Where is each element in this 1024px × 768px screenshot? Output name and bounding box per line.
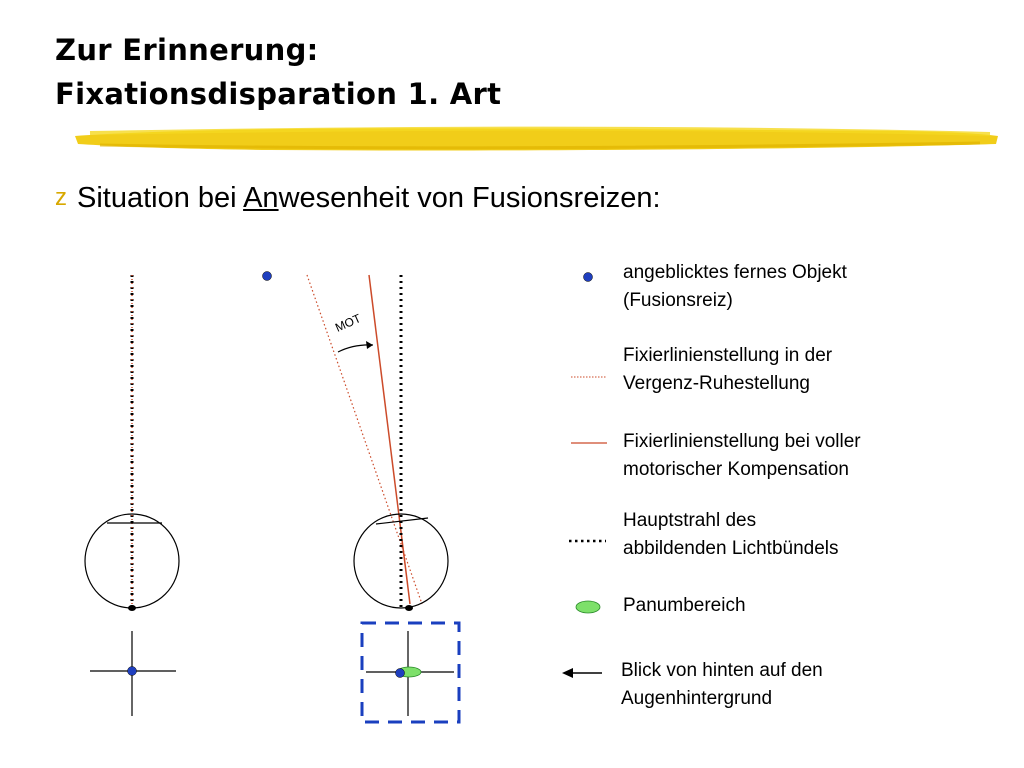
left-eye-group	[85, 275, 179, 716]
bullet-text-suffix: wesenheit von Fusionsreizen:	[278, 182, 661, 214]
legend-line: Augenhintergrund	[621, 688, 773, 709]
mot-arrowhead	[366, 341, 373, 349]
left-arrow-icon	[562, 668, 573, 678]
right-fundus-object-dot	[396, 669, 405, 678]
legend-symbols	[562, 273, 607, 679]
legend-line: Panumbereich	[623, 595, 746, 616]
green-ellipse-icon	[576, 601, 600, 613]
bullet-glyph-icon: z	[55, 184, 67, 211]
legend-item-compensated-fixation	[623, 428, 861, 484]
legend-item-object	[623, 259, 847, 315]
left-fundus-object-dot	[128, 667, 137, 676]
title-line-1: Zur Erinnerung:	[55, 33, 319, 67]
legend-line: Vergenz-Ruhestellung	[623, 373, 810, 394]
legend-line: Fixierlinienstellung bei voller	[623, 431, 861, 452]
right-fovea-point	[405, 605, 413, 611]
left-fovea-point	[128, 605, 136, 611]
blue-dot-icon	[584, 273, 593, 282]
title-line-2: Fixationsdisparation 1. Art	[55, 77, 502, 111]
fixated-object-dot	[263, 272, 272, 281]
legend-line: Hauptstrahl des	[623, 510, 757, 531]
legend-item-rest-fixation	[623, 342, 832, 398]
legend-line: angeblicktes fernes Objekt	[623, 262, 847, 283]
legend-item-panum	[623, 592, 746, 620]
bullet-text-prefix: Situation bei	[77, 182, 244, 214]
mot-label: MOT	[333, 311, 364, 335]
legend-line: (Fusionsreiz)	[623, 290, 733, 311]
bullet-text-underlined: An	[243, 182, 279, 214]
legend-item-chief-ray	[623, 507, 839, 563]
right-rest-fixation-line	[307, 275, 422, 604]
legend-line: Fixierlinienstellung in der	[623, 345, 833, 366]
right-eye-group	[263, 272, 460, 723]
legend-line: Blick von hinten auf den	[621, 660, 823, 681]
right-compensated-fixation-line	[369, 275, 410, 604]
right-cornea-line	[376, 518, 428, 524]
legend-line: motorischer Kompensation	[623, 459, 849, 480]
legend-line: abbildenden Lichtbündels	[623, 538, 839, 559]
legend-item-fundus-view	[621, 657, 823, 713]
